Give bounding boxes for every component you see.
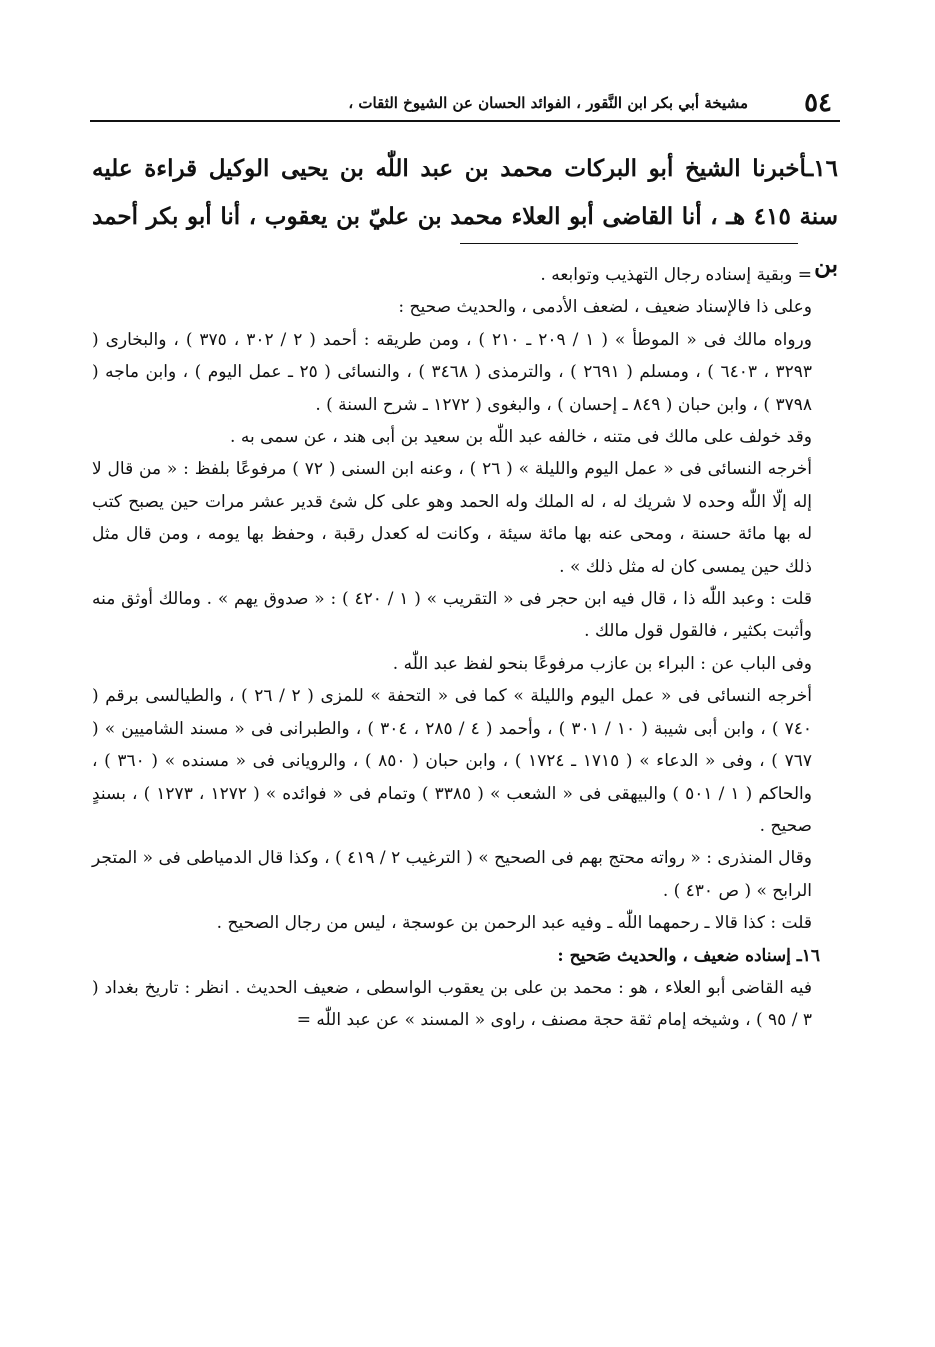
- hadith-lead-word: أخبرنا: [752, 155, 807, 182]
- footnote-paragraph: أخرجه النسائى فى « عمل اليوم والليلة » ( ٢٦ ) ، وعنه ابن السنى ( ٧٢ ) مرفوعًا بلفظ : « من قال لا إله إلّا اللّٰه وحده لا شريك له ، له الملك وله الحمد وهو على كل شئ قدير عشر مرات حين يصبح كتب له بها مائة حسنة ، ومحى عنه بها مائة سيئة ، وكانت له كعدل رقبة ، وحفظ بها يومه ، ومن قال مثل ذلك حين يمسى كان له مثل ذلك » .: [92, 459, 812, 577]
- footnote-paragraph: = وبقية إسناده رجال التهذيب وتوابعه .: [540, 265, 812, 285]
- footnote-paragraph: فيه القاضى أبو العلاء ، هو : محمد بن على بن يعقوب الواسطى ، ضعيف الحديث . انظر : تاريخ بغداد ( ٣ / ٩٥ ) ، وشيخه إمام ثقة حجة مصنف ، راوى « المسند » عن عبد اللّٰه =: [92, 977, 812, 1031]
- footnote-paragraph: قلت : كذا قالا ـ رحمهما اللّٰه ـ وفيه عبد الرحمن بن عوسجة ، ليس من رجال الصحيح .: [216, 913, 812, 934]
- footnote-paragraph: وفى الباب عن : البراء بن عازب مرفوعًا بنحو لفظ عبد اللّٰه .: [392, 653, 812, 674]
- footnote-paragraph: وعلى ذا فالإسناد ضعيف ، لضعف الأدمى ، والحديث صحيح :: [398, 297, 812, 318]
- page-number: ٥٤: [804, 88, 832, 118]
- footnote-paragraph: قلت : وعبد اللّٰه ذا ، قال فيه ابن حجر فى « التقريب » ( ١ / ٤٢٠ ) : « صدوق يهم » . ومالك أوثق منه وأثبت بكثير ، فالقول قول مالك .: [92, 589, 812, 642]
- footnote-paragraph: ورواه مالك فى « الموطأ » ( ١ / ٢٠٩ ـ ٢١٠ ) ، ومن طريقه : أحمد ( ٢ / ٣٠٢ ، ٣٧٥ ) ، والبخارى ( ٣٢٩٣ ، ٦٤٠٣ ) ، ومسلم ( ٢٦٩١ ) ، والترمذى ( ٣٤٦٨ ) ، والنسائى ( ٢٥ ـ عمل اليوم ) ، وابن ماجه ( ٣٧٩٨ ) ، وابن حبان ( ٨٤٩ ـ إحسان ) ، والبغوى ( ١٢٧٢ ـ شرح السنة ) .: [92, 329, 812, 415]
- hadith-number: ١٦ـ: [806, 155, 838, 182]
- footnotes: [92, 259, 820, 1037]
- running-title: مشيخة أبي بكر ابن النَّقور ، الفوائد الحسان عن الشيوخ الثقات ،: [348, 94, 748, 112]
- footnote-section-heading: ١٦ـ إسناده ضعيف ، والحديث صَحيح :: [557, 945, 820, 966]
- footnote-paragraph: وقد خولف على مالك فى متنه ، خالفه عبد اللّٰه بن سعيد بن أبى هند ، عن سمى به .: [230, 427, 812, 448]
- footnote-paragraph: وقال المنذرى : « رواته محتج بهم فى الصحيح » ( الترغيب ٢ / ٤١٩ ) ، وكذا قال الدمياطى فى « المتجر الرابح » ( ص ٤٣٠ ) .: [92, 848, 812, 901]
- page-header: [90, 86, 840, 122]
- footnote-separator: [460, 243, 798, 244]
- footnote-paragraph: أخرجه النسائى فى « عمل اليوم والليلة » كما فى « التحفة » للمزى ( ٢ / ٢٦ ) ، والطيالسى برقم ( ٧٤٠ ) ، وابن أبى شيبة ( ١٠ / ٣٠١ ) ، وأحمد ( ٤ / ٢٨٥ ، ٣٠٤ ) ، والطبرانى فى « مسند الشاميين » ( ٧٦٧ ) ، وفى « الدعاء » ( ١٧١٥ ـ ١٧٢٤ ) ، وابن حبان ( ٨٥٠ ) ، والرويانى فى « مسنده » ( ٣٦٠ ) ، والحاكم ( ١ / ٥٠١ ) والبيهقى فى « الشعب » ( ٣٣٨٥ ) وتمام فى « فوائده » ( ١٢٧٢ ، ١٢٧٣ ) ، بسندٍ صحيح .: [92, 686, 812, 836]
- hadith-body: الشيخ أبو البركات محمد بن عبد اللّٰه بن يحيى الوكيل قراءة عليه سنة ٤١٥ هـ ، أنا القاضى أبو العلاء محمد بن عليّ بن يعقوب ، أنا أبو بكر أحمد بن: [92, 155, 838, 278]
